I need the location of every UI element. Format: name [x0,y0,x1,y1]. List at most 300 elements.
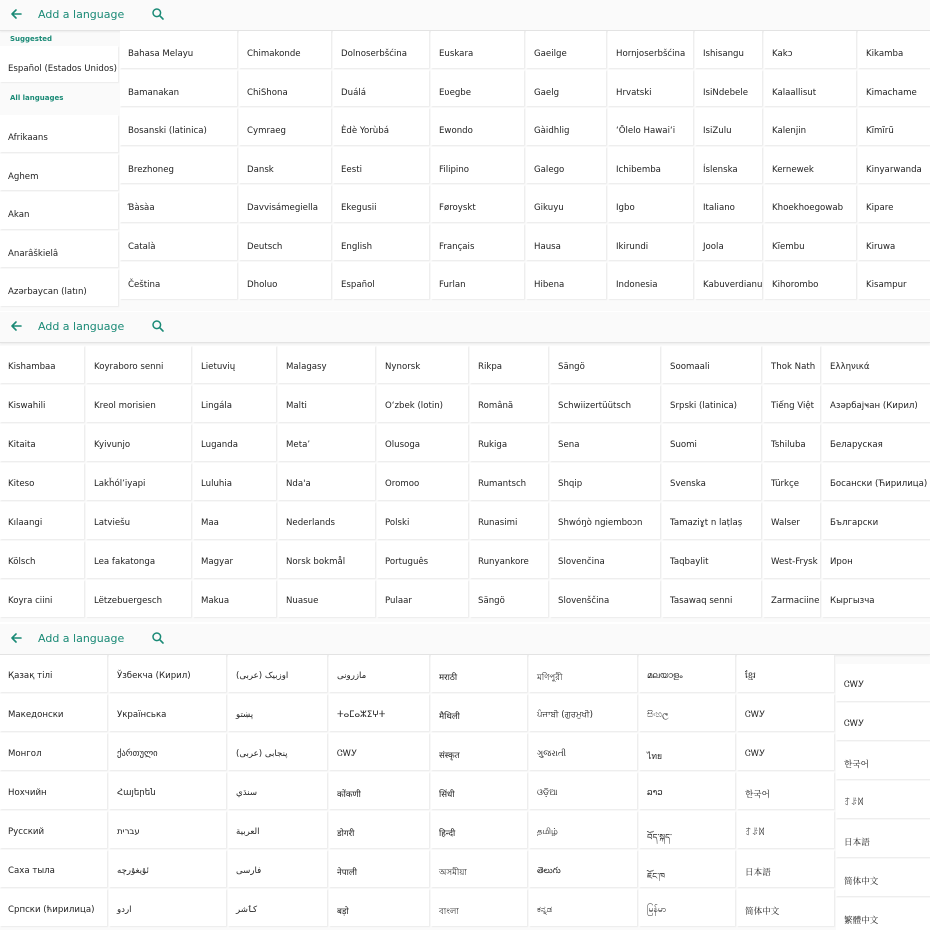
language-item[interactable] [526,185,606,222]
language-item[interactable] [470,463,548,500]
language-item[interactable] [333,147,429,184]
language-item[interactable] [639,655,735,692]
language-item[interactable] [377,346,468,383]
language-item[interactable] [639,811,735,848]
language-label: सिंधी [439,790,455,800]
language-item[interactable] [470,424,548,461]
language-item[interactable] [109,733,226,770]
language-item[interactable] [86,580,191,617]
language-item[interactable] [608,70,693,107]
language-label: Runasimi [478,518,518,528]
language-label: Slovenščina [558,596,610,606]
language-item[interactable] [764,185,856,222]
language-item[interactable] [0,424,84,461]
language-item[interactable] [86,385,191,422]
language-item[interactable] [639,772,735,809]
language-item[interactable] [608,108,693,145]
language-item[interactable] [0,889,107,926]
language-item[interactable] [431,108,524,145]
language-item[interactable] [329,811,429,848]
language-item[interactable] [120,31,237,68]
language-label: IsiNdebele [703,87,748,98]
language-item[interactable] [0,192,118,229]
language-item[interactable] [193,541,276,578]
language-label: नेपाली [337,868,357,878]
language-label: Koyraboro senni [94,362,164,372]
language-item[interactable] [822,580,930,617]
language-item[interactable] [529,694,637,731]
language-item[interactable] [193,502,276,539]
language-item[interactable] [431,889,527,926]
language-item[interactable] [639,694,735,731]
language-label: Kakɔ [772,49,793,59]
language-label: Indonesia [616,280,658,290]
language-item[interactable] [662,424,761,461]
back-arrow-icon[interactable] [8,630,24,646]
language-label: Nynorsk [385,362,421,372]
language-item[interactable] [526,224,606,261]
language-label: Shqip [558,479,583,489]
language-label: ગુજરાતી [537,749,567,759]
language-item[interactable] [333,70,429,107]
language-item[interactable] [228,889,327,926]
language-label: Српски (ћирилица) [8,905,95,915]
language-label: हिन्दी [439,829,456,839]
language-label: ᏣᎳᎩ [745,749,766,759]
language-label: Lingála [201,401,232,411]
language-item[interactable] [858,185,930,222]
language-item[interactable] [0,115,118,152]
language-item[interactable] [529,811,637,848]
language-item[interactable]: Español (Estados Unidos) [0,46,118,82]
language-item[interactable] [431,733,527,770]
language-item[interactable] [550,541,660,578]
language-panel-2 [0,312,930,622]
language-item[interactable] [239,147,331,184]
language-label: 简体中文 [844,877,879,887]
language-label: संस्कृत [439,751,460,761]
app-bar [0,624,930,655]
language-label: Kiruwa [866,241,896,252]
language-item[interactable] [377,541,468,578]
search-icon[interactable] [151,7,165,21]
language-item[interactable] [109,694,226,731]
language-label: Català [128,241,156,252]
language-label: IsiZulu [703,126,732,136]
language-item[interactable] [228,772,327,809]
language-item[interactable] [109,850,226,887]
language-item[interactable] [431,147,524,184]
back-arrow-icon[interactable] [8,318,24,334]
language-label: Kabuverdianu [703,280,762,290]
language-item[interactable] [763,424,820,461]
language-item[interactable] [763,463,820,500]
language-item[interactable] [86,346,191,383]
language-item[interactable] [0,463,84,500]
language-item[interactable] [526,70,606,107]
language-item[interactable] [737,889,834,926]
language-item[interactable] [431,850,527,887]
language-label: Македонски [8,710,64,720]
language-label: कोंकणी [337,790,361,800]
language-item[interactable] [0,502,84,539]
language-item[interactable] [858,31,930,68]
language-item[interactable] [858,147,930,184]
language-item[interactable] [639,850,735,887]
language-label: ไทย [647,752,663,762]
language-item[interactable] [329,850,429,887]
page-title: Add a language [38,320,125,333]
language-item[interactable] [662,502,761,539]
language-label: English [341,241,373,252]
language-label: Eesti [341,164,362,175]
language-item[interactable] [836,664,930,701]
language-item[interactable] [329,655,429,692]
language-item[interactable] [695,70,762,107]
language-item[interactable] [120,185,237,222]
language-label: Нохчийн [8,788,47,798]
language-item[interactable] [695,31,762,68]
language-label: Bahasa Melayu [128,49,194,59]
language-item[interactable] [86,463,191,500]
language-item[interactable] [431,31,524,68]
language-item[interactable] [0,772,107,809]
language-label: Hibena [534,280,565,290]
language-item[interactable] [377,424,468,461]
language-item[interactable] [0,269,118,306]
language-label: Oromoo [385,479,420,489]
language-label: မြန်မာ [647,905,667,915]
language-item[interactable] [431,224,524,261]
language-item[interactable] [120,147,237,184]
language-label: Thok Nath [771,362,816,372]
language-label: Gikuyu [534,203,564,213]
language-item[interactable] [608,147,693,184]
language-item[interactable] [470,502,548,539]
language-item[interactable] [639,889,735,926]
back-arrow-icon[interactable] [8,6,24,22]
language-item[interactable] [109,655,226,692]
language-item[interactable] [228,850,327,887]
language-label: Akan [8,210,30,220]
language-item[interactable] [526,147,606,184]
language-item[interactable] [239,70,331,107]
language-label: 简体中文 [745,907,780,917]
language-label: Dolnoserbšćina [341,49,408,59]
language-item[interactable] [737,850,834,887]
language-item[interactable] [764,224,856,261]
language-item[interactable] [329,694,429,731]
language-panel-3 [0,624,930,930]
language-item[interactable] [0,231,118,268]
language-label: Furlan [439,280,466,290]
language-item[interactable] [0,385,84,422]
language-label: Sena [558,440,580,450]
language-label: Svenska [670,479,706,489]
language-item[interactable] [550,463,660,500]
language-label: Gaelg [534,87,560,98]
language-label: Беларуская [830,440,883,450]
language-item[interactable] [120,224,237,261]
language-item[interactable] [550,424,660,461]
language-item[interactable] [431,655,527,692]
language-item[interactable] [109,811,226,848]
language-item[interactable] [764,108,856,145]
language-item[interactable] [526,108,606,145]
language-item[interactable] [239,31,331,68]
language-label: اوزبیک (عربی) [236,671,289,681]
language-item[interactable] [529,889,637,926]
language-label: ᏣᎳᎩ [745,710,766,720]
language-label: Eʋegbe [439,87,472,98]
language-item[interactable] [695,147,762,184]
language-item[interactable] [695,185,762,222]
language-item[interactable] [526,31,606,68]
language-label: Gaeilge [534,49,567,59]
language-item[interactable] [662,580,761,617]
language-item[interactable] [662,463,761,500]
language-label: Kılaangi [8,518,43,528]
language-item[interactable] [333,185,429,222]
language-item[interactable] [239,185,331,222]
language-label: Nuasue [286,596,319,606]
language-label: Zarmaciine [771,596,820,606]
language-label: Kalaallisut [772,87,817,98]
language-item[interactable] [120,70,237,107]
page-title: Add a language [38,8,125,21]
language-label: ᏣᎳᎩ [337,749,358,759]
language-item[interactable] [764,31,856,68]
language-item[interactable] [431,262,524,299]
language-item[interactable] [120,262,237,299]
language-item[interactable] [193,346,276,383]
language-item[interactable] [431,70,524,107]
language-item[interactable] [550,580,660,617]
language-item[interactable] [0,580,84,617]
language-label: Kisampur [866,280,907,290]
language-item[interactable] [120,108,237,145]
language-item[interactable] [377,463,468,500]
language-item[interactable] [0,346,84,383]
language-item[interactable] [608,262,693,299]
language-item[interactable] [377,385,468,422]
language-item[interactable] [0,694,107,731]
language-item[interactable] [763,346,820,383]
language-item[interactable] [86,541,191,578]
language-item[interactable] [278,385,375,422]
language-item[interactable] [822,385,930,422]
language-label: Walser [771,518,800,528]
language-item[interactable] [0,850,107,887]
language-item[interactable] [333,108,429,145]
language-item[interactable] [377,502,468,539]
language-item[interactable] [329,772,429,809]
language-item[interactable] [529,733,637,770]
language-item[interactable] [836,703,930,740]
language-item[interactable] [662,385,761,422]
language-label: Čeština [128,280,161,290]
language-item[interactable] [470,385,548,422]
language-item[interactable] [858,262,930,299]
language-item[interactable] [239,262,331,299]
language-item[interactable] [737,772,834,809]
language-label: اردو [117,905,132,915]
language-item[interactable] [86,502,191,539]
language-item[interactable] [86,424,191,461]
language-item[interactable] [109,889,226,926]
language-item[interactable] [329,889,429,926]
language-item[interactable] [836,781,930,818]
language-item[interactable] [764,147,856,184]
language-item[interactable] [0,154,118,191]
language-item[interactable] [278,463,375,500]
language-item[interactable] [431,185,524,222]
language-label: Kihorombo [772,280,819,290]
search-icon[interactable] [151,631,165,645]
language-label: Koyra ciini [8,596,53,606]
language-item[interactable] [333,224,429,261]
search-icon[interactable] [151,319,165,333]
language-item[interactable] [608,31,693,68]
language-item[interactable] [822,463,930,500]
language-item[interactable] [278,346,375,383]
language-label: ខ្មែរ [745,671,756,681]
language-item[interactable] [822,424,930,461]
language-item[interactable] [639,733,735,770]
language-label: Kimachame [866,87,917,98]
language-item[interactable] [836,898,930,930]
language-item[interactable] [228,811,327,848]
language-item[interactable] [193,385,276,422]
language-item[interactable] [333,31,429,68]
language-item[interactable] [329,733,429,770]
language-item[interactable] [526,262,606,299]
language-item[interactable] [193,463,276,500]
language-label: سنڌي [236,788,258,798]
language-item[interactable] [763,541,820,578]
language-item[interactable] [550,346,660,383]
language-item[interactable] [470,580,548,617]
language-label: Chimakonde [247,49,301,59]
language-label: مازرونی [337,671,367,681]
language-item[interactable] [550,385,660,422]
language-label: Metaʼ [286,440,311,450]
language-item[interactable] [278,541,375,578]
language-item[interactable] [858,108,930,145]
language-label: Dholuo [247,280,278,290]
language-item[interactable] [836,820,930,857]
language-item[interactable] [695,224,762,261]
language-item[interactable] [278,502,375,539]
language-item[interactable] [239,224,331,261]
language-item[interactable] [764,262,856,299]
language-label: Kölsch [8,557,36,567]
language-label: Latviešu [94,518,131,528]
language-label: Shwóŋò ngiemboɔn [558,518,643,528]
language-item[interactable] [858,70,930,107]
language-label: العربية [236,827,260,837]
language-item[interactable] [431,772,527,809]
language-item[interactable] [278,424,375,461]
language-item[interactable] [470,541,548,578]
language-item[interactable] [763,385,820,422]
language-item[interactable] [109,772,226,809]
language-item[interactable] [529,850,637,887]
language-item[interactable] [470,346,548,383]
language-item[interactable] [529,772,637,809]
language-item[interactable] [0,655,107,692]
language-item[interactable] [550,502,660,539]
language-label: Kĩmĩrũ [866,126,894,136]
language-item[interactable] [608,224,693,261]
language-item[interactable] [737,733,834,770]
language-item[interactable] [278,580,375,617]
language-label: Français [439,241,475,252]
language-label: ཇོང་ཁ [647,872,666,882]
page-title: Add a language [38,632,125,645]
language-item[interactable] [377,580,468,617]
language-item[interactable] [858,224,930,261]
language-item[interactable] [228,733,327,770]
language-label: ਪੰਜਾਬੀ (ਗੁਰਮੁਖੀ) [537,710,593,720]
language-item[interactable] [737,694,834,731]
language-item[interactable] [0,541,84,578]
language-label: Português [385,557,429,567]
language-item[interactable] [0,733,107,770]
language-label: Magyar [201,557,234,567]
language-item[interactable] [431,694,527,731]
language-item[interactable] [836,859,930,896]
language-item[interactable] [193,424,276,461]
language-label: ಕನ್ನಡ [537,905,553,915]
language-item[interactable] [737,655,834,692]
language-item[interactable] [822,502,930,539]
language-item[interactable] [662,346,761,383]
language-label: Kĩembu [772,241,805,252]
language-item[interactable] [662,541,761,578]
app-bar [0,312,930,343]
language-item[interactable] [333,262,429,299]
language-label: Español [341,280,375,290]
language-item[interactable] [695,262,762,299]
language-item[interactable] [608,185,693,222]
language-item[interactable] [529,655,637,692]
language-item[interactable] [239,108,331,145]
language-label: বাংলা [439,907,459,917]
language-label: Ɓàsàa [128,203,155,213]
language-item[interactable] [822,541,930,578]
language-label: Hrvatski [616,87,652,98]
language-item[interactable] [0,811,107,848]
language-label: 繁體中文 [844,916,879,926]
language-label: Lakȟólʼiyapi [94,479,146,489]
language-item[interactable] [737,811,834,848]
language-item[interactable] [763,502,820,539]
language-item[interactable] [228,694,327,731]
language-item[interactable] [836,742,930,779]
language-item[interactable] [193,580,276,617]
language-label: Anarâškielâ [8,248,59,259]
language-item[interactable] [695,108,762,145]
language-label: Makua [201,596,230,606]
language-label: Igbo [616,203,635,213]
language-item[interactable] [764,70,856,107]
language-item[interactable] [228,655,327,692]
language-label: Gàidhlig [534,126,570,136]
language-item[interactable] [431,811,527,848]
language-item[interactable] [822,346,930,383]
language-item[interactable] [763,580,820,617]
